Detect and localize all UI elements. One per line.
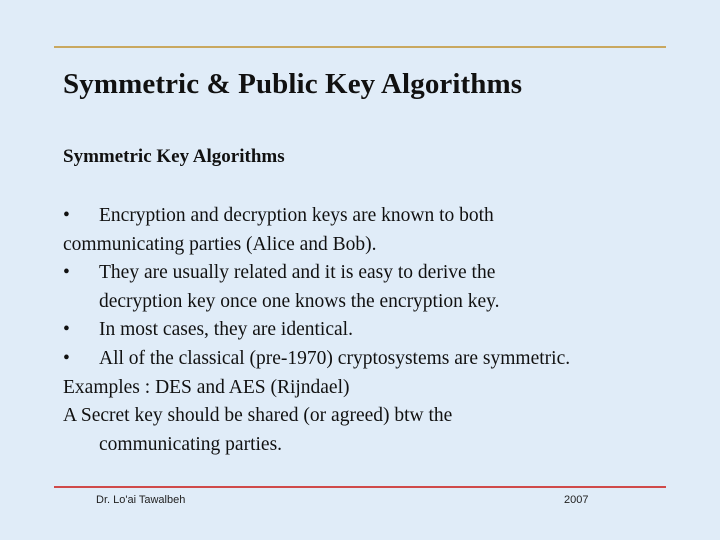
body-line (63, 288, 703, 317)
body-line (63, 402, 703, 431)
body-line (63, 374, 703, 403)
slide-title: Symmetric & Public Key Algorithms (63, 68, 523, 100)
body-line (63, 316, 703, 345)
body-text: communicating parties. (99, 433, 283, 455)
bullet-icon: • (63, 205, 70, 226)
body-text: In most cases, they are identical. (99, 319, 353, 341)
body-text: communicating parties (Alice and Bob). (63, 233, 377, 255)
body-line (63, 345, 703, 374)
bottom-divider (54, 486, 666, 488)
section-heading: Symmetric Key Algorithms (63, 146, 285, 167)
body-line (63, 231, 703, 260)
body-text: A Secret key should be shared (or agreed) btw the (63, 405, 453, 427)
body-line (63, 202, 703, 231)
footer-author: Dr. Lo'ai Tawalbeh (96, 494, 186, 506)
body-text: decryption key once one knows the encryption key. (99, 290, 500, 312)
bullet-icon: • (63, 262, 70, 284)
footer-year: 2007 (564, 494, 589, 506)
bullet-icon: • (63, 347, 70, 369)
slide-body (63, 202, 703, 459)
body-text: Examples : DES and AES (Rijndael) (63, 376, 350, 398)
body-line (63, 431, 703, 460)
body-line (63, 259, 703, 288)
body-text: They are usually related and it is easy to derive the (99, 262, 496, 284)
body-text: All of the classical (pre-1970) cryptosystems are symmetric. (99, 347, 571, 369)
bullet-icon: • (63, 319, 70, 341)
top-divider (54, 46, 666, 48)
body-text: Encryption and decryption keys are known to both (99, 205, 494, 226)
